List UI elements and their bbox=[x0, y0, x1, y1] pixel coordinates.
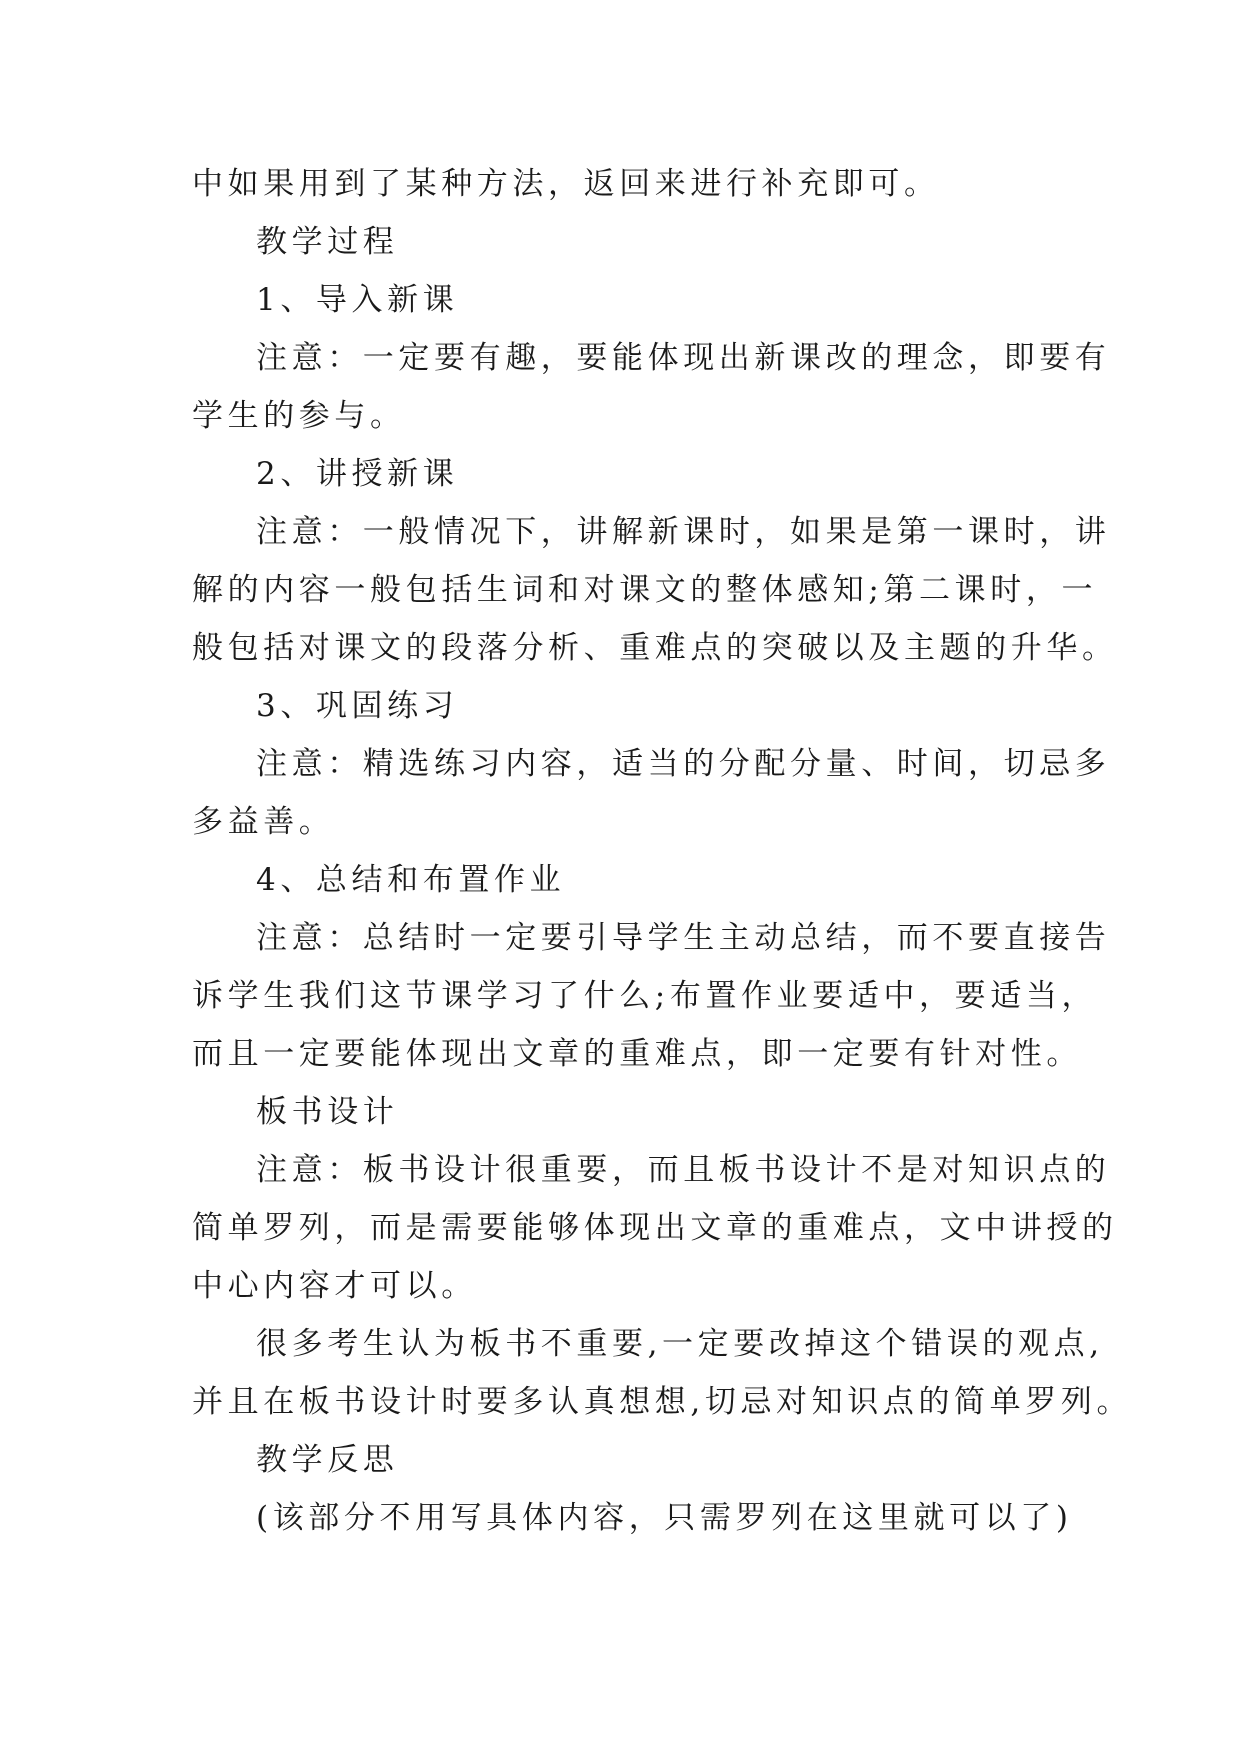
section-heading: 板书设计 bbox=[256, 1094, 399, 1130]
paragraph-line: 注意：总结时一定要引导学生主动总结，而不要直接告 bbox=[256, 920, 1111, 956]
step-heading: 4、总结和布置作业 bbox=[256, 862, 566, 898]
paragraph-line: 多益善。 bbox=[192, 804, 335, 840]
paragraph-line: (该部分不用写具体内容，只需罗列在这里就可以了) bbox=[256, 1500, 1073, 1536]
paragraph-line: 注意：一般情况下，讲解新课时，如果是第一课时，讲 bbox=[256, 514, 1111, 550]
step-heading: 2、讲授新课 bbox=[256, 456, 459, 492]
paragraph-line: 注意：板书设计很重要，而且板书设计不是对知识点的 bbox=[256, 1152, 1111, 1188]
paragraph-line: 中如果用到了某种方法，返回来进行补充即可。 bbox=[192, 166, 940, 202]
paragraph-line: 简单罗列，而是需要能够体现出文章的重难点，文中讲授的 bbox=[192, 1210, 1118, 1246]
paragraph-line: 解的内容一般包括生词和对课文的整体感知;第二课时，一 bbox=[192, 572, 1098, 608]
section-heading: 教学反思 bbox=[256, 1442, 399, 1478]
step-heading: 3、巩固练习 bbox=[256, 688, 459, 724]
paragraph-line: 学生的参与。 bbox=[192, 398, 406, 434]
paragraph-line: 注意：精选练习内容，适当的分配分量、时间，切忌多 bbox=[256, 746, 1111, 782]
paragraph-line: 很多考生认为板书不重要,一定要改掉这个错误的观点, bbox=[256, 1326, 1104, 1362]
paragraph-line: 注意：一定要有趣，要能体现出新课改的理念，即要有 bbox=[256, 340, 1111, 376]
paragraph-line: 般包括对课文的段落分析、重难点的突破以及主题的升华。 bbox=[192, 630, 1118, 666]
paragraph-line: 而且一定要能体现出文章的重难点，即一定要有针对性。 bbox=[192, 1036, 1082, 1072]
paragraph-line: 并且在板书设计时要多认真想想,切忌对知识点的简单罗列。 bbox=[192, 1384, 1133, 1420]
section-heading: 教学过程 bbox=[256, 224, 399, 260]
paragraph-line: 中心内容才可以。 bbox=[192, 1268, 477, 1304]
paragraph-line: 诉学生我们这节课学习了什么;布置作业要适中，要适当， bbox=[192, 978, 1098, 1014]
step-heading: 1、导入新课 bbox=[256, 282, 459, 318]
